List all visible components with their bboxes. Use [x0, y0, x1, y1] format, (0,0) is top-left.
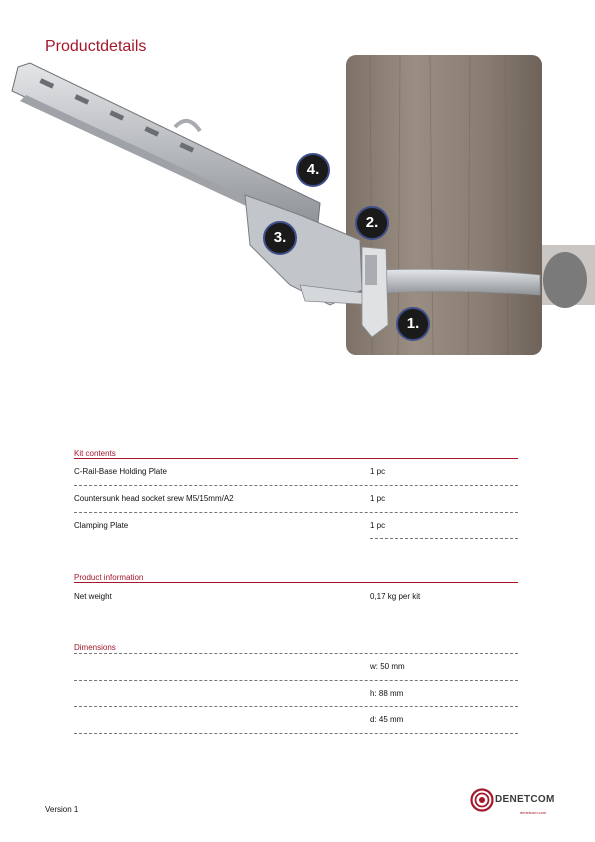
row-divider [74, 653, 518, 654]
callout-2: 2. [355, 206, 389, 240]
row-divider [74, 512, 518, 513]
kit-item-value: 1 pc [370, 521, 386, 530]
page-title: Productdetails [45, 38, 147, 55]
dimension-width: w: 50 mm [370, 662, 405, 671]
logo-name: DENETCOM [495, 794, 555, 805]
strap-band [378, 269, 540, 295]
product-information-heading: Product information [74, 573, 144, 582]
kit-item-label: C-Rail-Base Holding Plate [74, 467, 167, 476]
logo-mark-icon [470, 786, 494, 816]
logo-tagline: denetcom.com [520, 810, 547, 815]
kit-item-label: Clamping Plate [74, 521, 129, 530]
callout-1: 1. [396, 307, 430, 341]
kit-item-label: Countersunk head socket srew M5/15mm/A2 [74, 494, 234, 503]
dimensions-heading: Dimensions [74, 643, 116, 652]
version-label: Version 1 [45, 805, 79, 814]
net-weight-label: Net weight [74, 592, 112, 601]
row-divider [74, 706, 518, 707]
row-divider [370, 538, 518, 539]
kit-item-value: 1 pc [370, 494, 386, 503]
kit-item-value: 1 pc [370, 467, 386, 476]
callout-3: 3. [263, 221, 297, 255]
product-information-rule [74, 582, 518, 583]
dimension-height: h: 88 mm [370, 689, 404, 698]
product-photo [0, 55, 595, 360]
kit-contents-heading: Kit contents [74, 449, 116, 458]
callout-4: 4. [296, 153, 330, 187]
company-logo [470, 786, 565, 818]
kit-contents-rule [74, 458, 518, 459]
row-divider [74, 485, 518, 486]
dimension-depth: d: 45 mm [370, 715, 404, 724]
row-divider [74, 733, 518, 734]
net-weight-value: 0,17 kg per kit [370, 592, 421, 601]
row-divider [74, 680, 518, 681]
